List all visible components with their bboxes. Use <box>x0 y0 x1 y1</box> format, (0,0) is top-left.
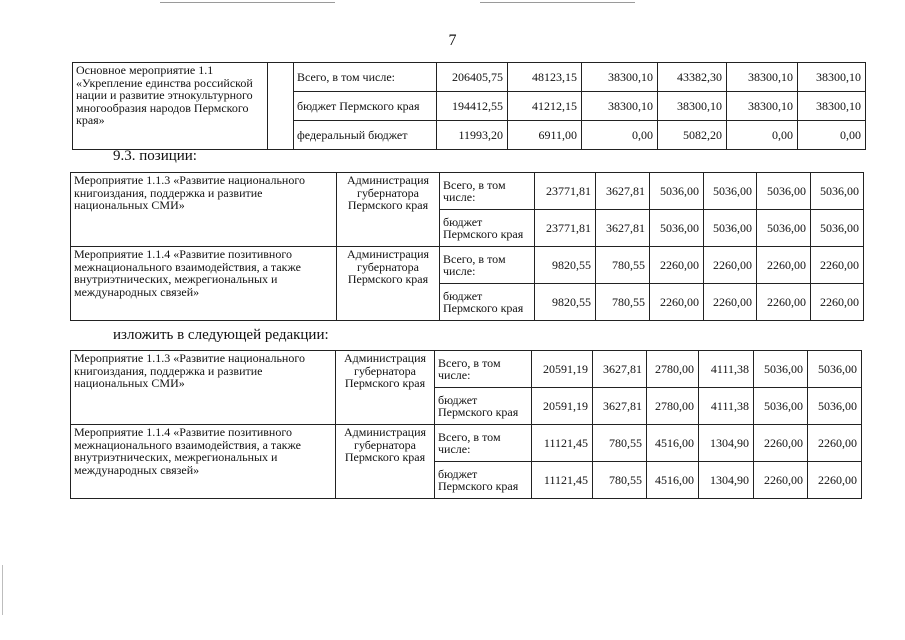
value-cell: 780,55 <box>593 425 647 462</box>
value-cell: 780,55 <box>596 247 650 284</box>
value-cell: 5036,00 <box>650 173 704 210</box>
value-cell: 11121,45 <box>532 462 593 499</box>
value-cell: 38300,10 <box>798 63 866 92</box>
value-cell: 780,55 <box>596 284 650 321</box>
value-cell: 5036,00 <box>754 388 808 425</box>
funding-table-new-positions <box>70 350 862 499</box>
value-cell: 9820,55 <box>535 247 596 284</box>
budget-source-cell: федеральный бюджет <box>294 121 437 150</box>
value-cell: 2780,00 <box>647 351 699 388</box>
value-cell: 5036,00 <box>704 210 757 247</box>
table-row <box>71 247 864 284</box>
executor-cell: Администрация губернатора Пермского края <box>336 425 435 499</box>
page-number: 7 <box>448 32 457 49</box>
scan-edge-line <box>480 2 635 3</box>
measure-name-cell: Основное мероприятие 1.1 «Укрепление единства российской нации и развитие этнокультурного многообразия народов Пермского края» <box>73 63 268 150</box>
budget-source-cell: Всего, в том числе: <box>440 173 535 210</box>
value-cell: 2260,00 <box>757 284 811 321</box>
value-cell: 11121,45 <box>532 425 593 462</box>
funding-table-old-positions <box>70 172 864 321</box>
executor-cell: Администрация губернатора Пермского края <box>337 247 440 321</box>
value-cell: 38300,10 <box>798 92 866 121</box>
value-cell: 41212,15 <box>508 92 582 121</box>
budget-source-cell: Всего, в том числе: <box>294 63 437 92</box>
value-cell: 2260,00 <box>650 284 704 321</box>
measure-name-cell: Мероприятие 1.1.3 «Развитие национального книгоиздания, поддержка и развитие национальных СМИ» <box>71 351 336 425</box>
value-cell: 6911,00 <box>508 121 582 150</box>
value-cell: 5036,00 <box>808 388 862 425</box>
budget-source-cell: бюджет Пермского края <box>440 284 535 321</box>
value-cell: 0,00 <box>582 121 658 150</box>
value-cell: 4516,00 <box>647 462 699 499</box>
value-cell: 4516,00 <box>647 425 699 462</box>
measure-name-cell: Мероприятие 1.1.3 «Развитие национального книгоиздания, поддержка и развитие национальных СМИ» <box>71 173 337 247</box>
executor-cell: Администрация губернатора Пермского края <box>336 351 435 425</box>
value-cell: 23771,81 <box>535 173 596 210</box>
value-cell: 3627,81 <box>596 210 650 247</box>
value-cell: 206405,75 <box>437 63 508 92</box>
value-cell: 5036,00 <box>811 173 864 210</box>
value-cell: 20591,19 <box>532 351 593 388</box>
value-cell: 2260,00 <box>754 425 808 462</box>
value-cell: 11993,20 <box>437 121 508 150</box>
value-cell: 4111,38 <box>699 388 754 425</box>
value-cell: 1304,90 <box>699 425 754 462</box>
table-row <box>71 425 862 462</box>
value-cell: 9820,55 <box>535 284 596 321</box>
value-cell: 43382,30 <box>658 63 727 92</box>
value-cell: 2780,00 <box>647 388 699 425</box>
executor-cell: Администрация губернатора Пермского края <box>337 173 440 247</box>
section-heading: изложить в следующей редакции: <box>113 327 329 343</box>
value-cell: 3627,81 <box>593 351 647 388</box>
budget-source-cell: бюджет Пермского края <box>435 388 532 425</box>
executor-cell <box>268 63 294 150</box>
value-cell: 5036,00 <box>757 210 811 247</box>
value-cell: 2260,00 <box>808 462 862 499</box>
value-cell: 5036,00 <box>757 173 811 210</box>
value-cell: 194412,55 <box>437 92 508 121</box>
value-cell: 2260,00 <box>757 247 811 284</box>
value-cell: 1304,90 <box>699 462 754 499</box>
value-cell: 38300,10 <box>727 63 798 92</box>
budget-source-cell: Всего, в том числе: <box>435 425 532 462</box>
value-cell: 23771,81 <box>535 210 596 247</box>
value-cell: 38300,10 <box>582 63 658 92</box>
value-cell: 5036,00 <box>808 351 862 388</box>
table-row <box>71 173 864 210</box>
value-cell: 2260,00 <box>808 425 862 462</box>
value-cell: 2260,00 <box>754 462 808 499</box>
value-cell: 2260,00 <box>811 247 864 284</box>
value-cell: 5082,20 <box>658 121 727 150</box>
section-heading: 9.3. позиции: <box>113 148 197 164</box>
value-cell: 2260,00 <box>704 247 757 284</box>
value-cell: 2260,00 <box>650 247 704 284</box>
budget-source-cell: бюджет Пермского края <box>435 462 532 499</box>
value-cell: 3627,81 <box>596 173 650 210</box>
value-cell: 780,55 <box>593 462 647 499</box>
value-cell: 5036,00 <box>811 210 864 247</box>
table-row <box>71 351 862 388</box>
measure-name-cell: Мероприятие 1.1.4 «Развитие позитивного межнационального взаимодействия, а также внутриэтнических, межрегиональных и международных связей» <box>71 247 337 321</box>
value-cell: 20591,19 <box>532 388 593 425</box>
budget-source-cell: бюджет Пермского края <box>440 210 535 247</box>
value-cell: 48123,15 <box>508 63 582 92</box>
value-cell: 38300,10 <box>658 92 727 121</box>
value-cell: 38300,10 <box>727 92 798 121</box>
value-cell: 4111,38 <box>699 351 754 388</box>
value-cell: 5036,00 <box>754 351 808 388</box>
value-cell: 5036,00 <box>650 210 704 247</box>
budget-source-cell: бюджет Пермского края <box>294 92 437 121</box>
value-cell: 2260,00 <box>704 284 757 321</box>
funding-table-main-measure <box>72 62 866 150</box>
value-cell: 5036,00 <box>704 173 757 210</box>
value-cell: 2260,00 <box>811 284 864 321</box>
scan-margin-mark <box>2 565 3 615</box>
value-cell: 0,00 <box>798 121 866 150</box>
value-cell: 0,00 <box>727 121 798 150</box>
value-cell: 38300,10 <box>582 92 658 121</box>
budget-source-cell: Всего, в том числе: <box>435 351 532 388</box>
value-cell: 3627,81 <box>593 388 647 425</box>
scan-edge-line <box>160 2 335 3</box>
table-row <box>73 63 866 92</box>
measure-name-cell: Мероприятие 1.1.4 «Развитие позитивного межнационального взаимодействия, а также внутриэтнических, межрегиональных и международных связей» <box>71 425 336 499</box>
budget-source-cell: Всего, в том числе: <box>440 247 535 284</box>
